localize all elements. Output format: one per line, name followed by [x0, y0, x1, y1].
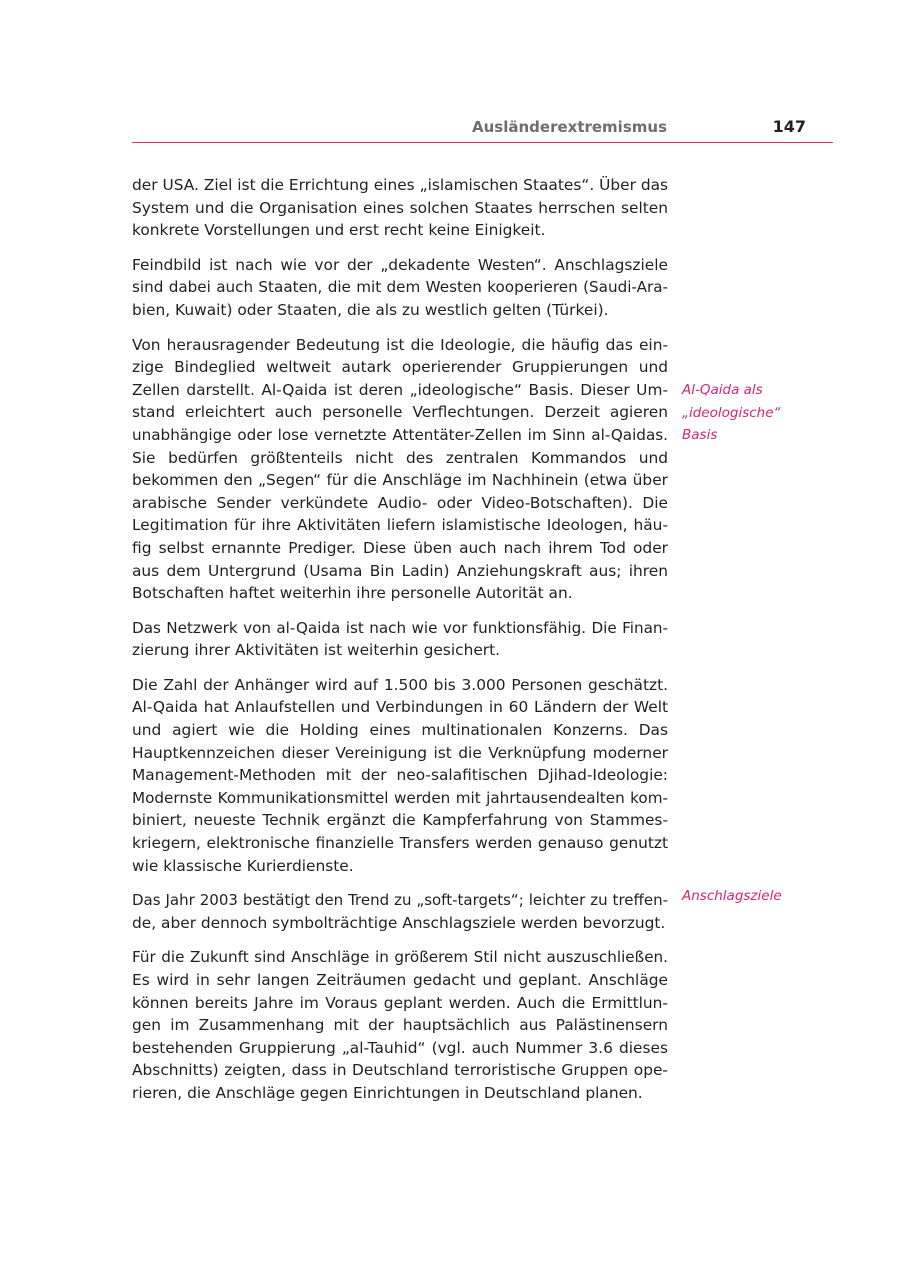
text-line: unabhängige oder lose vernetzte Attentäter-Zellen im Sinn al-Qaidas.: [132, 425, 668, 444]
text-line: Von herausragender Bedeutung ist die Ideologie, die häufig das ein-: [132, 335, 668, 354]
paragraph-7: [132, 946, 668, 1104]
text-line: und agiert wie die Holding eines multinationalen Konzerns. Das: [132, 721, 668, 740]
text-line: rieren, die Anschläge gegen Einrichtungen in Deutschland planen.: [132, 1083, 643, 1102]
text-line: Botschaften haftet weiterhin ihre personelle Autorität an.: [132, 584, 573, 603]
text-line: Hauptkennzeichen dieser Vereinigung ist die Verknüpfung moderner: [132, 743, 668, 762]
text-line: gen im Zusammenhang mit der hauptsächlich aus Palästinensern: [132, 1016, 668, 1035]
paragraph-1: [132, 174, 668, 242]
paragraph-2: [132, 254, 668, 322]
text-line: der USA. Ziel ist die Errichtung eines „islamischen Staates“. Über das: [132, 176, 669, 194]
margin-note-line: Al-Qaida als: [682, 382, 763, 398]
paragraph-4: [132, 617, 668, 662]
text-line: Die Zahl der Anhänger wird auf 1.500 bis 3.000 Personen geschätzt.: [132, 675, 668, 694]
text-line: Feindbild ist nach wie vor der „dekadente Westen“. Anschlagsziele: [132, 255, 668, 274]
text-line: Sie bedürfen größtenteils nicht des zentralen Kommandos und: [132, 448, 668, 467]
text-line: Abschnitts) zeigten, dass in Deutschland terroristische Gruppen ope-: [132, 1061, 668, 1080]
text-line: Zellen darstellt. Al-Qaida ist deren „ideologische“ Basis. Dieser Um-: [132, 380, 668, 399]
margin-note-line: Basis: [682, 427, 718, 444]
text-line: Das Jahr 2003 bestätigt den Trend zu „soft-targets“; leichter zu treffen-: [132, 891, 668, 910]
paragraph-3: [132, 334, 668, 605]
page-number: 147: [772, 117, 806, 136]
paragraph-5: [132, 674, 668, 877]
text-line: aus dem Untergrund (Usama Bin Ladin) Anziehungskraft aus; ihren: [132, 561, 668, 580]
text-line: sind dabei auch Staaten, die mit dem Westen kooperieren (Saudi-Ara-: [132, 278, 668, 297]
text-line: kriegern, elektronische finanzielle Transfers werden genauso genutzt: [132, 834, 668, 853]
text-line: Für die Zukunft sind Anschläge in größerem Stil nicht auszuschließen.: [132, 948, 668, 967]
text-line: bekommen den „Segen“ für die Anschläge im Nachhinein (etwa über: [132, 471, 668, 490]
text-line: zierung ihrer Aktivitäten ist weiterhin gesichert.: [132, 641, 501, 660]
paragraph-6: [132, 889, 668, 934]
text-line: fig selbst ernannte Prediger. Diese üben auch nach ihrem Tod oder: [132, 538, 668, 557]
header-title: Ausländerextremismus: [472, 118, 667, 136]
text-line: System und die Organisation eines solchen Staates herrschen selten: [132, 198, 668, 217]
margin-note-anschlagsziele: [682, 885, 782, 908]
margin-note-line: Anschlagsziele: [682, 888, 782, 904]
text-line: biniert, neueste Technik ergänzt die Kampferfahrung von Stammes-: [132, 811, 668, 830]
text-line: Al-Qaida hat Anlaufstellen und Verbindungen in 60 Ländern der Welt: [132, 698, 668, 717]
margin-note-al-qaida: [682, 379, 781, 447]
margin-note-line: „ideologische“: [682, 404, 781, 421]
text-line: zige Bindeglied weltweit autark operierender Gruppierungen und: [132, 358, 668, 377]
text-line: stand erleichtert auch personelle Verflechtungen. Derzeit agieren: [132, 403, 668, 422]
text-line: Legitimation für ihre Aktivitäten liefern islamistische Ideologen, häu-: [132, 516, 668, 535]
text-line: Management-Methoden mit der neo-salafitischen Djihad-Ideologie:: [132, 766, 668, 785]
text-line: bestehenden Gruppierung „al-Tauhid“ (vgl. auch Nummer 3.6 dieses: [132, 1038, 668, 1057]
text-line: Es wird in sehr langen Zeiträumen gedacht und geplant. Anschläge: [132, 971, 668, 989]
text-line: de, aber dennoch symbolträchtige Anschlagsziele werden bevorzugt.: [132, 913, 666, 932]
main-text: [132, 174, 668, 1117]
text-line: Modernste Kommunikationsmittel werden mit jahrtausendealten kom-: [132, 788, 668, 807]
running-header: [132, 116, 833, 143]
text-line: Das Netzwerk von al-Qaida ist nach wie vor funktionsfähig. Die Finan-: [132, 618, 668, 637]
text-line: arabische Sender verkündete Audio- oder Video-Botschaften). Die: [132, 493, 668, 512]
text-line: können bereits Jahre im Voraus geplant werden. Auch die Ermittlun-: [132, 993, 668, 1012]
text-line: konkrete Vorstellungen und erst recht keine Einigkeit.: [132, 221, 546, 240]
text-line: bien, Kuwait) oder Staaten, die als zu westlich gelten (Türkei).: [132, 300, 609, 319]
text-line: wie klassische Kurierdienste.: [132, 856, 354, 875]
